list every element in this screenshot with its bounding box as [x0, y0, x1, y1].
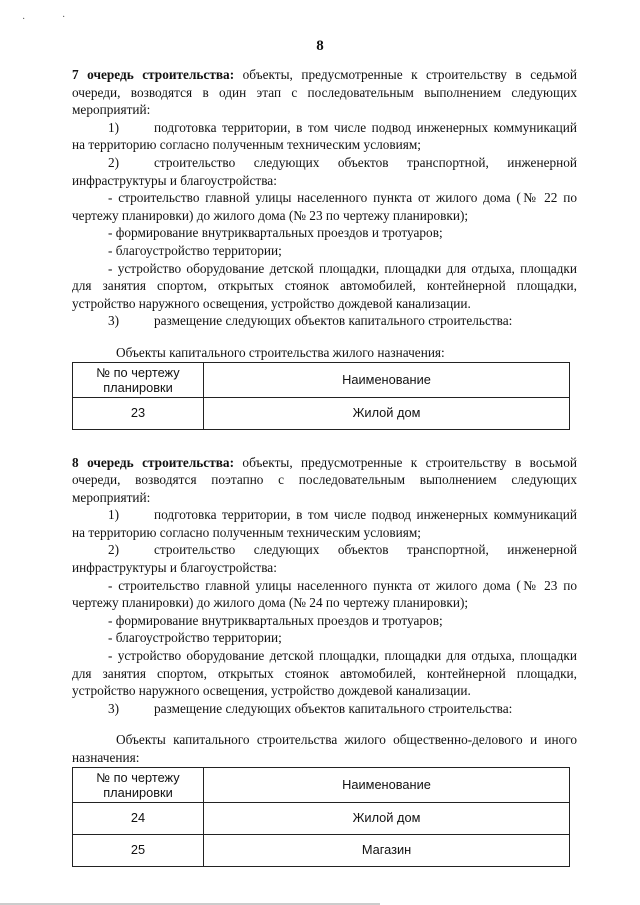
table-header-name: Наименование	[204, 362, 570, 397]
section7-table	[72, 362, 570, 430]
page-number: 8	[316, 38, 324, 54]
section8-sub4: - устройство оборудование детской площадки, площадки для отдыха, площадки для занятия спортом, открытых стоянок автомобилей, контейнерной площадки, устройство наружного освещения, устройство дождевой канализации.	[72, 648, 577, 699]
section8-item3: 3) размещение следующих объектов капитального строительства:	[108, 700, 513, 716]
section8-intro: 8 очередь строительства: объекты, предусмотренные к строительству в восьмой очереди, возводятся поэтапно с последовательным выполнением следующих мероприятий:	[72, 454, 577, 505]
section7-title: 7 очередь строительства:	[72, 67, 235, 82]
document-body	[72, 66, 577, 867]
table-row	[73, 397, 570, 429]
table-header-row	[73, 362, 570, 397]
section8-item2: 2) строительство следующих объектов транспортной, инженерной инфраструктуры и благоустройства:	[72, 542, 577, 576]
table-cell-number: 25	[73, 834, 204, 866]
section7-sub2: - формирование внутриквартальных проездов и тротуаров;	[108, 225, 443, 241]
table-row	[73, 834, 570, 866]
section8-item1: 1) подготовка территории, в том числе подвод инженерных коммуникаций на территорию согласно полученным техническим условиям;	[72, 507, 577, 540]
scan-mark-left: ·	[22, 14, 26, 25]
section8-table	[72, 767, 570, 867]
section8-sub2: - формирование внутриквартальных проездов и тротуаров;	[108, 612, 443, 628]
table-header-number: № по чертежу планировки	[73, 767, 204, 802]
section7-sub3: - благоустройство территории;	[108, 242, 282, 258]
table-cell-name: Магазин	[204, 834, 570, 866]
table-header-number: № по чертежу планировки	[73, 362, 204, 397]
table-cell-number: 24	[73, 802, 204, 834]
table-cell-number: 23	[73, 397, 204, 429]
table-header-name: Наименование	[204, 767, 570, 802]
scan-mark-right: ·	[62, 12, 66, 23]
section8-title: 8 очередь строительства:	[72, 454, 234, 470]
section8-sub3: - благоустройство территории;	[108, 630, 282, 646]
section7-table-caption: Объекты капитального строительства жилого назначения:	[116, 344, 445, 360]
section7-sub1: - строительство главной улицы населенного пункта от жилого дома (№ 22 по чертежу планировки) до жилого дома (№ 23 по чертежу планировки);	[72, 190, 577, 223]
section7-item2: 2) строительство следующих объектов транспортной, инженерной инфраструктуры и благоустройства:	[72, 154, 577, 188]
table-row	[73, 802, 570, 834]
section8-sub1: - строительство главной улицы населенного пункта от жилого дома (№ 23 по чертежу планировки) до жилого дома (№ 24 по чертежу планировки);	[72, 577, 577, 611]
table-cell-name: Жилой дом	[204, 397, 570, 429]
table-header-row	[73, 767, 570, 802]
section7-sub4: - устройство оборудование детской площадки, площадки для отдыха, площадки для занятия спортом, открытых стоянок автомобилей, контейнерной площадки, устройство наружного освещения, устройство дождевой канализации.	[72, 260, 577, 311]
table-cell-name: Жилой дом	[204, 802, 570, 834]
section8-table-caption: Объекты капитального строительства жилого общественно-делового и иного назначения:	[72, 732, 577, 765]
section7-item1: 1) подготовка территории, в том числе подвод инженерных коммуникаций на территорию согласно полученным техническим условиям;	[72, 119, 577, 153]
section7-item3: 3) размещение следующих объектов капитального строительства:	[108, 313, 513, 329]
section7-intro: 7 очередь строительства: объекты, предусмотренные к строительству в седьмой очереди, возводятся в один этап с последовательным выполнением следующих мероприятий:	[72, 67, 577, 118]
